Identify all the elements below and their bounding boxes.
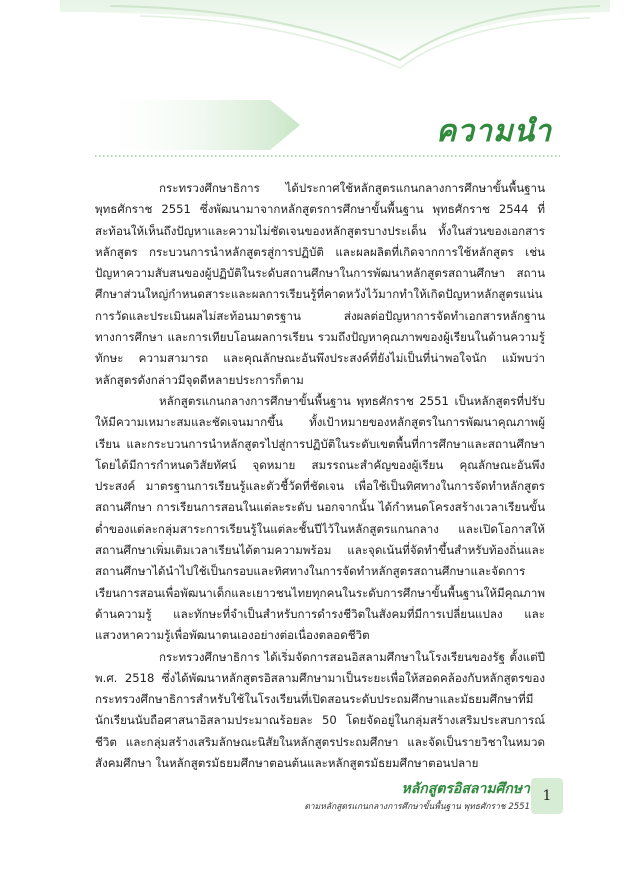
paragraph: กระทรวงศึกษาธิการ ได้เริ่มจัดการสอนอิสลามศึกษาในโรงเรียนของรัฐ ตั้งแต่ปี พ.ศ. 2518 ซึ่งได้พัฒนาหลักสูตรอิสลามศึกษามาเป็นระยะเพื่อให้สอดคล้องกับหลักสูตรของกระทรวงศึกษาธิการสำหรับใช้ในโรงเรียนที่เปิดสอนระดับประถมศึกษาและมัธยมศึกษาที่มีนักเรียนนับถือศาสนาอิสลามประมาณร้อยละ 50 โดยจัดอยู่ในกลุ่มสร้างเสริมประสบการณ์ชีวิต และกลุ่มสร้างเสริมลักษณะนิสัยในหลักสูตรประถมศึกษา และจัดเป็นรายวิชาในหมวดสังคมศึกษา ในหลักสูตรมัธยมศึกษาตอนต้นและหลักสูตรมัธยมศึกษาตอนปลาย (95, 649, 545, 771)
arrow-banner (95, 100, 300, 150)
page-title: ความนำ (436, 114, 552, 149)
footer-book-title: หลักสูตรอิสลามศึกษา (401, 781, 530, 797)
paragraph: หลักสูตรแกนกลางการศึกษาขั้นพื้นฐาน พุทธศักราช 2551 เป็นหลักสูตรที่ปรับให้มีความเหมาะสมและชัดเจนมากขึ้น ทั้งเป้าหมายของหลักสูตรในการพัฒนาคุณภาพผู้เรียน และกระบวนการนำหลักสูตรไปสู่การปฏิบัติในระดับเขตพื้นที่การศึกษาและสถานศึกษา โดยได้มีการกำหนดวิสัยทัศน์ จุดหมาย สมรรถนะสำคัญของผู้เรียน คุณลักษณะอันพึงประสงค์ มาตรฐานการเรียนรู้และตัวชี้วัดที่ชัดเจน เพื่อใช้เป็นทิศทางในการจัดทำหลักสูตรสถานศึกษา การเรียนการสอนในแต่ละระดับ นอกจากนั้น ได้กำหนดโครงสร้างเวลาเรียนขั้นต่ำของแต่ละกลุ่มสาระการเรียนรู้ในแต่ละชั้นปีไว้ในหลักสูตรแกนกลาง และเปิดโอกาสให้สถานศึกษาเพิ่มเติมเวลาเรียนได้ตามความพร้อม และจุดเน้นที่จัดทำขึ้นสำหรับท้องถิ่นและสถานศึกษาได้นำไปใช้เป็นกรอบและทิศทางในการจัดทำหลักสูตรสถานศึกษาและจัดการเรียนการสอนเพื่อพัฒนาเด็กและเยาวชนไทยทุกคนในระดับการศึกษาขั้นพื้นฐานให้มีคุณภาพด้านความรู้ และทักษะที่จำเป็นสำหรับการดำรงชีวิตในสังคมที่มีการเปลี่ยนแปลง และแสวงหาความรู้เพื่อพัฒนาตนเองอย่างต่อเนื่องตลอดชีวิต (95, 393, 545, 643)
page-number: 1 (531, 778, 563, 814)
body-text (95, 178, 545, 774)
paragraph: กระทรวงศึกษาธิการ ได้ประกาศใช้หลักสูตรแกนกลางการศึกษาขั้นพื้นฐาน พุทธศักราช 2551 ซึ่งพัฒนามาจากหลักสูตรการศึกษาขั้นพื้นฐาน พุทธศักราช 2544 ที่สะท้อนให้เห็นถึงปัญหาและความไม่ชัดเจนของหลักสูตรบางประเด็น ทั้งในส่วนของเอกสารหลักสูตร กระบวนการนำหลักสูตรสู่การปฏิบัติ และผลผลิตที่เกิดจากการใช้หลักสูตร เช่น ปัญหาความสับสนของผู้ปฏิบัติในระดับสถานศึกษาในการพัฒนาหลักสูตรสถานศึกษา สถานศึกษาส่วนใหญ่กำหนดสาระและผลการเรียนรู้ที่คาดหวังไว้มากทำให้เกิดปัญหาหลักสูตรแน่น การวัดและประเมินผลไม่สะท้อนมาตรฐาน ส่งผลต่อปัญหาการจัดทำเอกสารหลักฐานทางการศึกษา และการเทียบโอนผลการเรียน รวมถึงปัญหาคุณภาพของผู้เรียนในด้านความรู้ ทักษะ ความสามารถ และคุณลักษณะอันพึงประสงค์ที่ยังไม่เป็นที่น่าพอใจนัก แม้พบว่าหลักสูตรดังกล่าวมีจุดดีหลายประการก็ตาม (95, 181, 545, 387)
footer-subtitle: ตามหลักสูตรแกนกลางการศึกษาขั้นพื้นฐาน พุทธศักราช 2551 (304, 802, 530, 812)
arch-band (60, 0, 610, 62)
